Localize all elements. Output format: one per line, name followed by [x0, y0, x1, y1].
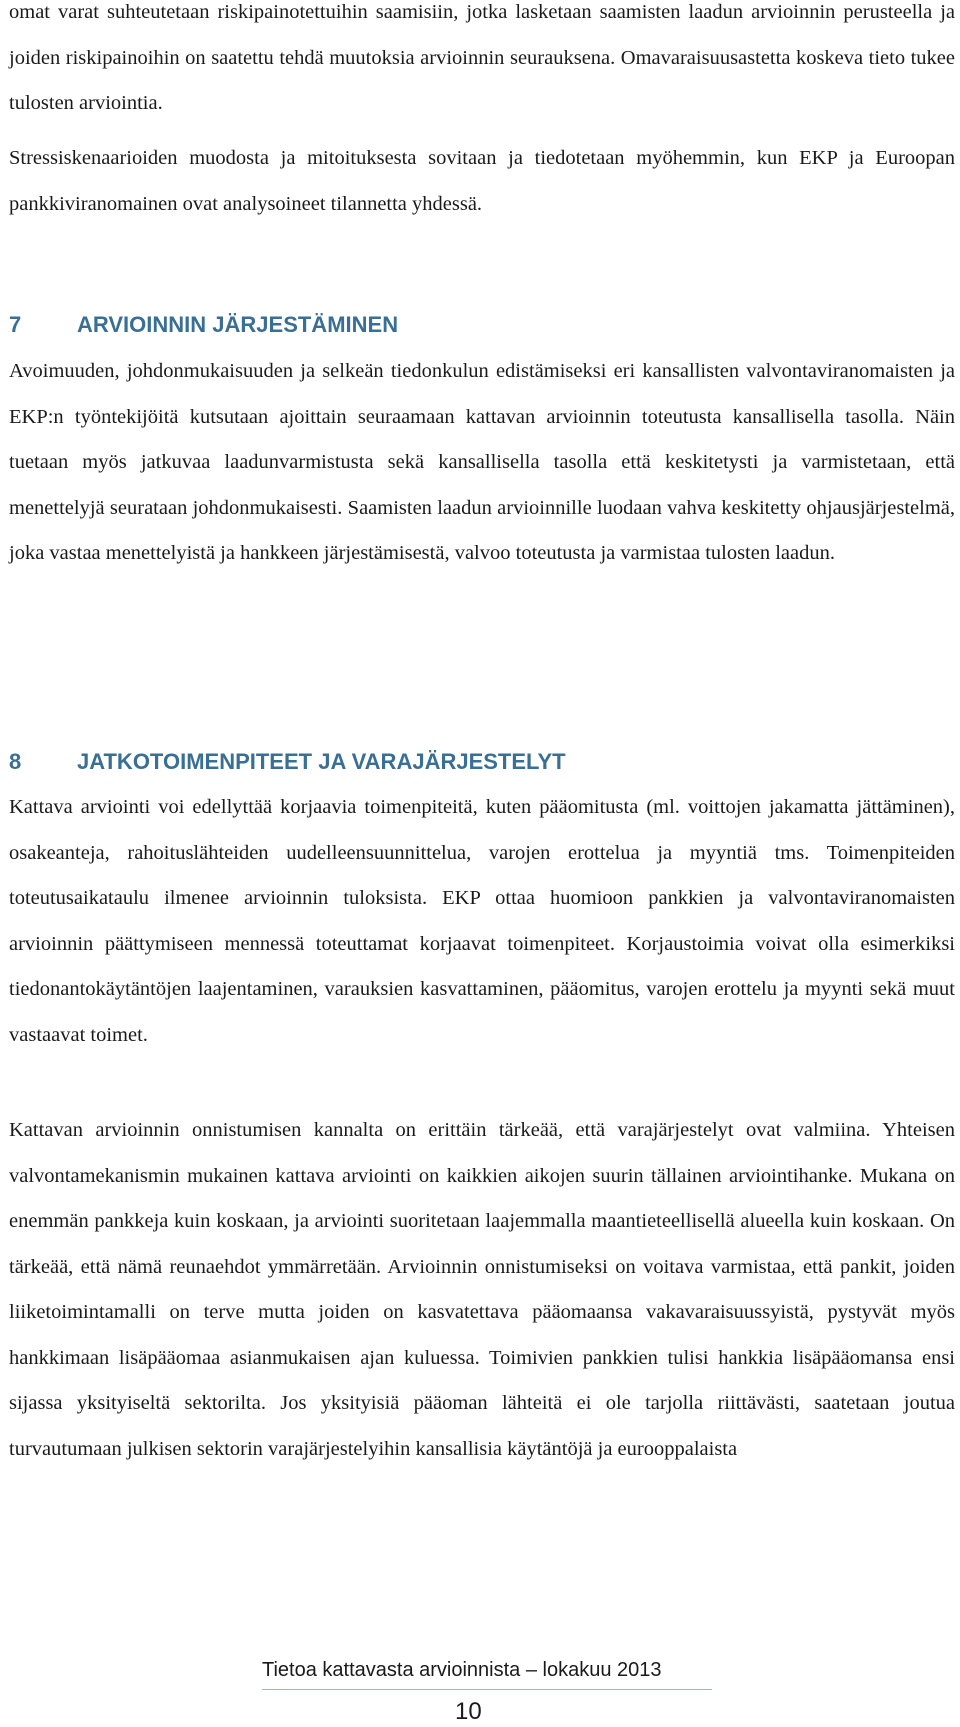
section-heading-8	[9, 747, 566, 777]
section-number: 8	[9, 749, 22, 774]
section-title: JATKOTOIMENPITEET JA VARAJÄRJESTELYT	[77, 749, 566, 774]
section-title: ARVIOINNIN JÄRJESTÄMINEN	[77, 312, 399, 337]
paragraph-capital-ratio: omat varat suhteutetaan riskipainotettuihin saamisiin, jotka lasketaan saamisten laadun arvioinnin perusteella ja joiden riskipainoihin on saatettu tehdä muutoksia arvioinnin seurauksena. Omavaraisuusastetta koskeva tieto tukee tulosten arviointia.	[9, 1, 955, 114]
footer-title: Tietoa kattavasta arvioinnista – lokakuu 2013	[262, 1659, 662, 1681]
paragraph-follow-up-measures: Kattava arviointi voi edellyttää korjaavia toimenpiteitä, kuten pääomitusta (ml. voittojen jakamatta jättäminen), osakeanteja, rahoituslähteiden uudelleensuunnittelua, varojen erottelua ja myyntiä tms. Toimenpiteiden toteutusaikataulu ilmenee arvioinnin tuloksista. EKP ottaa huomioon pankkien ja valvontaviranomaisten arvioinnin päättymiseen mennessä toteuttamat korjaavat toimenpiteet. Korjaustoimia voivat olla esimerkiksi tiedonantokäytäntöjen laajentaminen, varauksien kasvattaminen, pääomitus, varojen erottelu ja myynti sekä muut vastaavat toimet.	[9, 796, 955, 1046]
page-number: 10	[455, 1698, 482, 1725]
footer-divider	[262, 1689, 712, 1690]
paragraph-backstops: Kattavan arvioinnin onnistumisen kannalta on erittäin tärkeää, että varajärjestelyt ovat valmiina. Yhteisen valvontamekanismin mukainen kattava arviointi on kaikkien aikojen suurin tällainen arviointihanke. Mukana on enemmän pankkeja kuin koskaan, ja arviointi suoritetaan laajemmalla maantieteellisellä alueella kuin koskaan. On tärkeää, että nämä reunaehdot ymmärretään. Arvioinnin onnistumiseksi on voitava varmistaa, että pankit, joiden liiketoimintamalli on terve mutta joiden on kasvatettava pääomaansa vakavaraisuussyistä, pystyvät myös hankkimaan lisäpääomaa asianmukaisen ajan kuluessa. Toimivien pankkien tulisi hankkia lisäpääomansa ensi sijassa yksityiseltä sektorilta. Jos yksityisiä pääoman lähteitä ei ole tarjolla riittävästi, saatetaan joutua turvautumaan julkisen sektorin varajärjestelyihin kansallisia käytäntöjä ja eurooppalaista	[9, 1119, 955, 1460]
section-heading-7	[9, 310, 398, 340]
paragraph-stress-scenarios: Stressiskenaarioiden muodosta ja mitoituksesta sovitaan ja tiedotetaan myöhemmin, kun EKP ja Euroopan pankkiviranomainen ovat analysoineet tilannetta yhdessä.	[9, 147, 955, 215]
section-number: 7	[9, 312, 22, 337]
paragraph-organisation: Avoimuuden, johdonmukaisuuden ja selkeän tiedonkulun edistämiseksi eri kansallisten valvontaviranomaisten ja EKP:n työntekijöitä kutsutaan ajoittain seuraamaan kattavan arvioinnin toteutusta kansallisella tasolla. Näin tuetaan myös jatkuvaa laadunvarmistusta sekä kansallisella tasolla että keskitetysti ja varmistetaan, että menettelyjä seurataan johdonmukaisesti. Saamisten laadun arvioinnille luodaan vahva keskitetty ohjausjärjestelmä, joka vastaa menettelyistä ja hankkeen järjestämisestä, valvoo toteutusta ja varmistaa tulosten laadun.	[9, 360, 955, 564]
